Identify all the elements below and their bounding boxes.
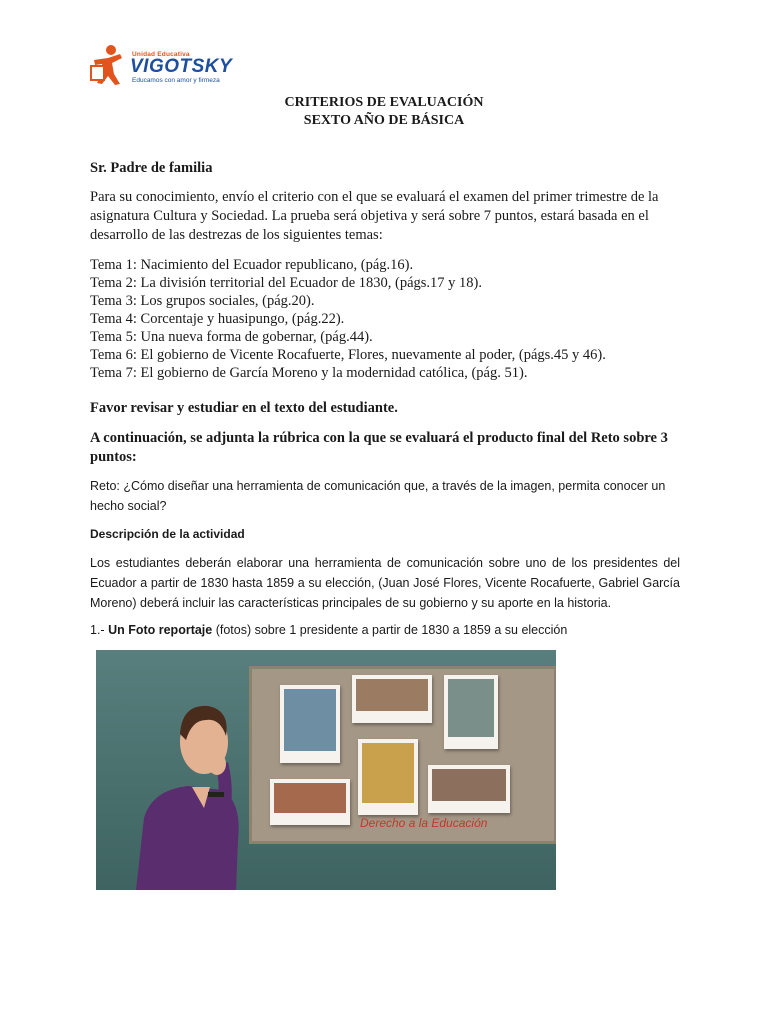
topic-item: Tema 1: Nacimiento del Ecuador republicano, (pág.16). xyxy=(90,257,414,273)
education-rights-photo xyxy=(96,650,556,890)
topic-item: Tema 5: Una nueva forma de gobernar, (pág.44). xyxy=(90,329,373,345)
intro-paragraph: Para su conocimiento, envío el criterio con el que se evaluará el examen del primer trimestre de la asignatura Cultura y Sociedad. La prueba será objetiva y será sobre 7 puntos, estará basada en el desarrollo de las destrezas de los siguientes temas: xyxy=(90,189,659,243)
board-photo xyxy=(352,675,432,723)
greeting: Sr. Padre de familia xyxy=(90,160,213,176)
review-note: Favor revisar y estudiar en el texto del estudiante. xyxy=(90,400,398,416)
topics-list xyxy=(90,256,680,382)
photo-caption: Derecho a la Educación xyxy=(360,816,488,830)
logo-name: VIGOTSKY xyxy=(130,56,233,77)
logo-tagline: Educamos con amor y firmeza xyxy=(132,77,220,84)
activity-description: Los estudiantes deberán elaborar una herramienta de comunicación sobre uno de los presidentes del Ecuador a partir de 1830 hasta 1859 a su elección, (Juan José Flores, Vicente Rocafuerte, Gabriel García Moreno) deberá incluir las características principales de su gobierno y su aporte en la historia. xyxy=(90,556,680,610)
topic-item: Tema 3: Los grupos sociales, (pág.20). xyxy=(90,293,315,309)
item-1 xyxy=(90,620,680,640)
board-photo xyxy=(444,675,498,749)
topic-item: Tema 2: La división territorial del Ecuador de 1830, (págs.17 y 18). xyxy=(90,275,482,291)
topic-item: Tema 4: Corcentaje y huasipungo, (pág.22). xyxy=(90,311,345,327)
logo-figure-icon xyxy=(90,44,126,86)
challenge-text: Reto: ¿Cómo diseñar una herramienta de comunicación que, a través de la imagen, permita conocer un hecho social? xyxy=(90,479,666,513)
topic-item: Tema 6: El gobierno de Vicente Rocafuerte, Flores, nuevamente al poder, (págs.45 y 46). xyxy=(90,347,606,363)
document-subtitle: SEXTO AÑO DE BÁSICA xyxy=(303,113,465,128)
board-photo xyxy=(280,685,340,763)
item-1-bold: Un Foto reportaje xyxy=(108,623,213,637)
activity-heading: Descripción de la actividad xyxy=(90,527,245,541)
board-photo xyxy=(358,739,418,815)
rubric-note: A continuación, se adjunta la rúbrica con la que se evaluará el producto final del Reto sobre 3 puntos: xyxy=(90,430,668,465)
document-title: CRITERIOS DE EVALUACIÓN xyxy=(284,95,484,110)
school-logo xyxy=(90,44,233,86)
cork-board xyxy=(249,666,556,844)
topic-item: Tema 7: El gobierno de García Moreno y la modernidad católica, (pág. 51). xyxy=(90,365,528,381)
board-photo xyxy=(428,765,510,813)
item-1-number: 1.- xyxy=(90,623,109,637)
logo-small-text: Unidad Educativa xyxy=(132,51,190,58)
board-photo xyxy=(270,779,350,825)
item-1-rest: (fotos) sobre 1 presidente a partir de 1830 a 1859 a su elección xyxy=(212,623,568,637)
